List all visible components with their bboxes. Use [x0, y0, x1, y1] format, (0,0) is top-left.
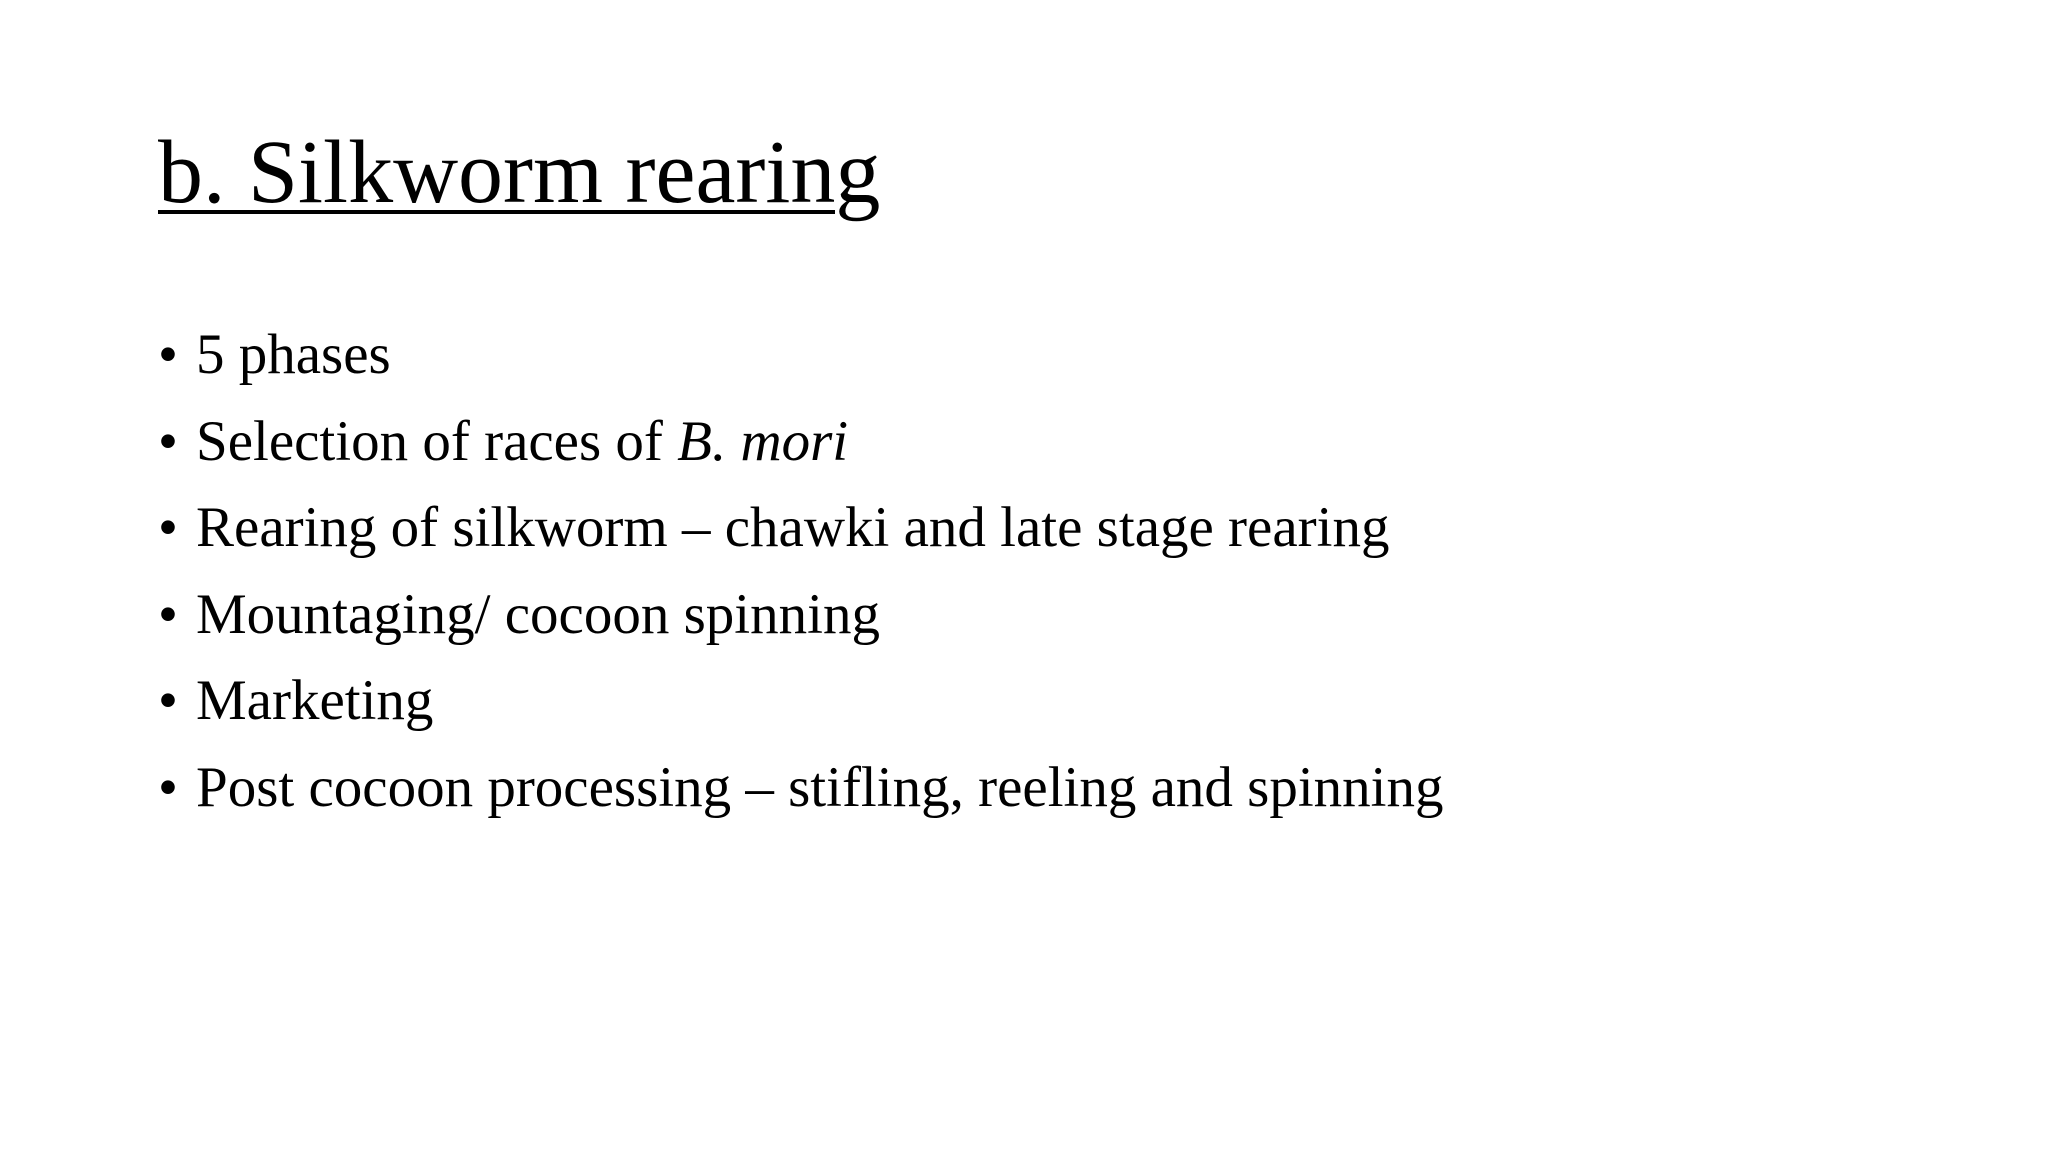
bullet-text: Post cocoon processing – stifling, reeling and spinning	[196, 755, 1444, 819]
bullet-text-italic: B. mori	[677, 409, 849, 473]
slide-title: b. Silkworm rearing	[158, 123, 881, 222]
bullet-text: Mountaging/ cocoon spinning	[196, 582, 880, 646]
bullet-dot-icon: •	[158, 582, 178, 646]
bullet-list	[158, 312, 1444, 831]
bullet-text: Rearing of silkworm – chawki and late stage rearing	[196, 496, 1390, 559]
bullet-dot-icon: •	[158, 496, 178, 559]
bullet-item	[158, 399, 1444, 486]
bullet-text-plain: Selection of races of	[196, 409, 678, 473]
bullet-dot-icon: •	[158, 755, 178, 819]
bullet-dot-icon: •	[158, 409, 178, 473]
bullet-item	[158, 745, 1444, 832]
bullet-item	[158, 658, 1444, 745]
bullet-item	[158, 485, 1444, 572]
bullet-item	[158, 572, 1444, 659]
bullet-text: 5 phases	[196, 323, 391, 386]
bullet-dot-icon: •	[158, 323, 178, 386]
bullet-dot-icon: •	[158, 669, 178, 732]
bullet-item	[158, 312, 1444, 399]
bullet-text	[196, 399, 848, 486]
bullet-text: Marketing	[196, 669, 434, 732]
